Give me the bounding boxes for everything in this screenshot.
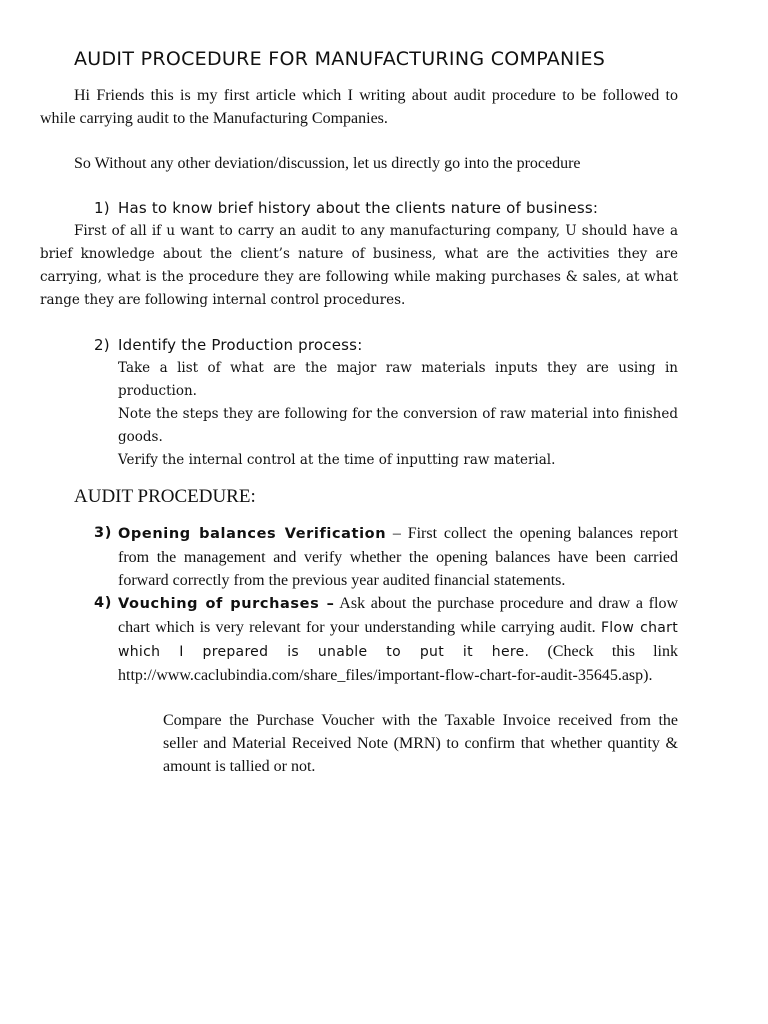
list-item-3 xyxy=(40,522,678,592)
item-heading: Opening balances Verification xyxy=(118,526,387,542)
item-heading: Identify the Production process xyxy=(118,336,358,354)
item-heading-colon: : xyxy=(357,336,363,354)
list-item-2 xyxy=(40,334,678,357)
intro-paragraph-1: Hi Friends this is my first article which I writing about audit procedure to be followed to while carrying audit to the Manufacturing Companies. xyxy=(40,87,678,127)
item-heading-colon: : xyxy=(592,199,599,217)
item-number: 1) xyxy=(94,199,110,217)
item-2-line-3: Verify the internal control at the time of inputting raw material. xyxy=(118,452,556,468)
item-heading: Has to know brief history about the clients nature of business xyxy=(118,199,593,217)
link-text[interactable]: (Check this link http://www.caclubindia.com/share_files/important-flow-chart-for-audit-35645.asp). xyxy=(118,643,678,684)
compare-paragraph: Compare the Purchase Voucher with the Taxable Invoice received from the seller and Material Received Note (MRN) to confirm that whether quantity & amount is tallied or not. xyxy=(163,712,678,775)
item-number: 3) xyxy=(94,525,112,541)
item-text: – First collect the opening balances report from the management and verify whether the opening balances have been carried forward correctly from the previous year audited financial statements. xyxy=(118,525,679,589)
list-item-4 xyxy=(40,592,678,687)
item-2-lines xyxy=(40,357,678,472)
item-1-body: First of all if u want to carry an audit to any manufacturing company, U should have a brief knowledge about the client’s nature of business, what are the activities they are carrying, what is the procedure they are following while making purchases & sales, at what range they are following internal control procedures. xyxy=(40,223,678,308)
page-title: AUDIT PROCEDURE FOR MANUFACTURING COMPANIES xyxy=(74,48,606,70)
list-item-1 xyxy=(40,197,678,220)
item-note: Flow chart which I prepared is unable to put it here. xyxy=(118,620,678,660)
item-number: 4) xyxy=(94,595,112,611)
intro-paragraph-2: So Without any other deviation/discussion, let us directly go into the procedure xyxy=(74,155,581,172)
document-page xyxy=(40,48,678,778)
item-number: 2) xyxy=(94,336,110,354)
item-2-line-2: Note the steps they are following for the conversion of raw material into finished goods. xyxy=(118,406,678,445)
section-heading: AUDIT PROCEDURE: xyxy=(74,486,256,507)
item-2-line-1: Take a list of what are the major raw materials inputs they are using in production. xyxy=(118,360,678,399)
item-heading: Vouching of purchases – xyxy=(118,596,335,612)
item-text: Ask about the purchase procedure and draw a flow chart which is very relevant for your understanding while carrying audit. xyxy=(118,595,678,636)
